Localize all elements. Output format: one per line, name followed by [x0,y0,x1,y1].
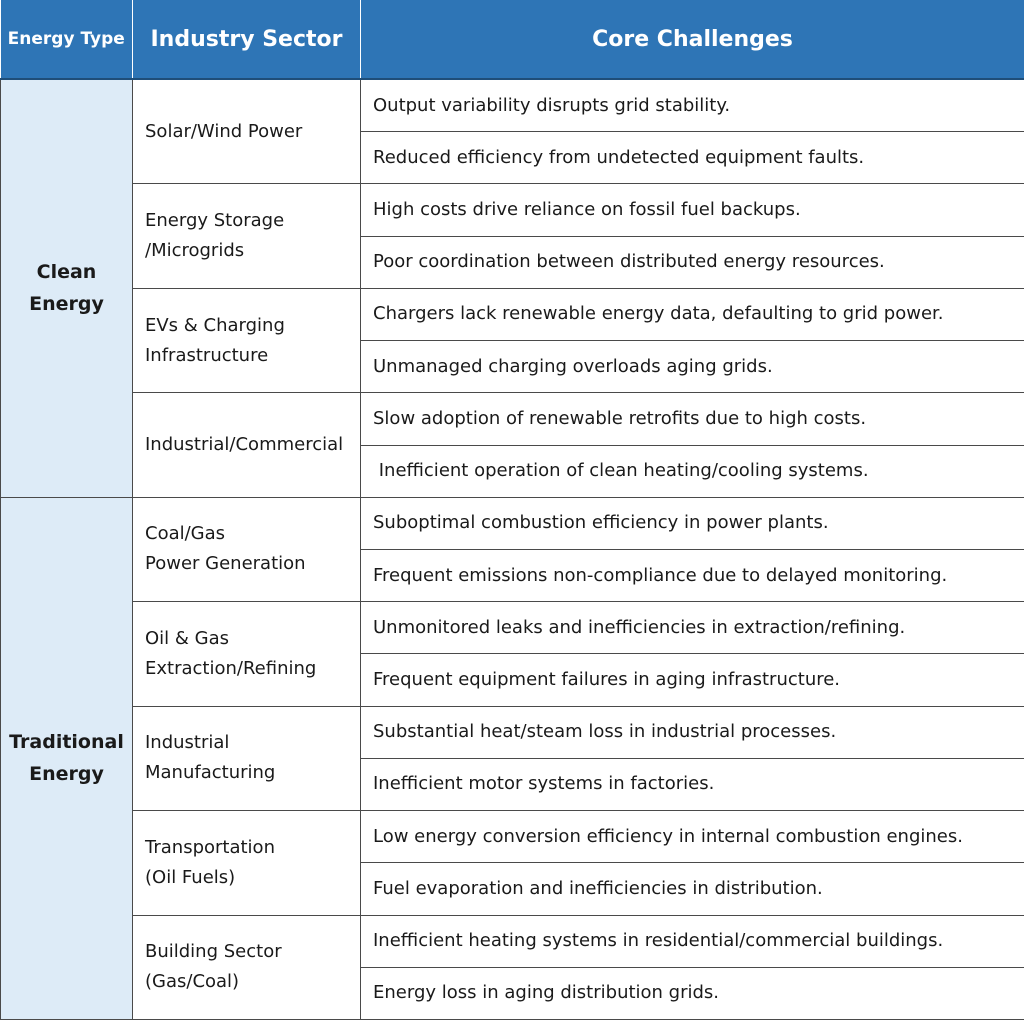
challenge-cell: Fuel evaporation and inefficiencies in distribution. [361,863,1024,915]
challenge-cell: Poor coordination between distributed energy resources. [361,236,1024,288]
challenge-cell: Reduced efficiency from undetected equipment faults. [361,132,1024,184]
industry-sector-cell: Solar/Wind Power [133,79,361,184]
table-row [1,288,1024,340]
table-row [1,706,1024,758]
challenge-cell: Substantial heat/steam loss in industrial processes. [361,706,1024,758]
industry-sector-cell: Building Sector (Gas/Coal) [133,915,361,1020]
table-row [1,184,1024,236]
industry-sector-cell: Industrial Manufacturing [133,706,361,810]
challenge-cell: High costs drive reliance on fossil fuel backups. [361,184,1024,236]
header-row [1,0,1024,79]
core-challenges-header: Core Challenges [361,0,1024,79]
challenge-cell: Output variability disrupts grid stability. [361,79,1024,132]
challenge-cell: Energy loss in aging distribution grids. [361,967,1024,1019]
table-row [1,602,1024,654]
table-body [1,79,1024,1020]
challenge-cell: Unmonitored leaks and inefficiencies in extraction/refining. [361,602,1024,654]
energy-type-cell: Traditional Energy [1,497,133,1019]
challenge-cell: Inefficient operation of clean heating/cooling systems. [361,445,1024,497]
challenge-cell: Unmanaged charging overloads aging grids. [361,341,1024,393]
challenge-cell: Slow adoption of renewable retrofits due to high costs. [361,393,1024,445]
industry-sector-cell: Transportation (Oil Fuels) [133,811,361,915]
challenge-cell: Inefficient heating systems in residential/commercial buildings. [361,915,1024,967]
table-row [1,915,1024,967]
challenge-cell: Frequent equipment failures in aging infrastructure. [361,654,1024,706]
table-row [1,811,1024,863]
industry-sector-header: Industry Sector [133,0,361,79]
table-row [1,79,1024,132]
industry-sector-cell: EVs & Charging Infrastructure [133,288,361,392]
table-header [1,0,1024,79]
challenge-cell: Inefficient motor systems in factories. [361,758,1024,810]
industry-sector-cell: Coal/Gas Power Generation [133,497,361,601]
table-row [1,497,1024,549]
energy-type-header: Energy Type [1,0,133,79]
table-row [1,393,1024,445]
industry-sector-cell: Industrial/Commercial [133,393,361,497]
challenge-cell: Low energy conversion efficiency in internal combustion engines. [361,811,1024,863]
challenge-cell: Frequent emissions non-compliance due to delayed monitoring. [361,549,1024,601]
industry-sector-cell: Oil & Gas Extraction/Refining [133,602,361,706]
challenge-cell: Suboptimal combustion efficiency in power plants. [361,497,1024,549]
industry-sector-cell: Energy Storage /Microgrids [133,184,361,288]
energy-type-cell: Clean Energy [1,79,133,497]
challenge-cell: Chargers lack renewable energy data, defaulting to grid power. [361,288,1024,340]
